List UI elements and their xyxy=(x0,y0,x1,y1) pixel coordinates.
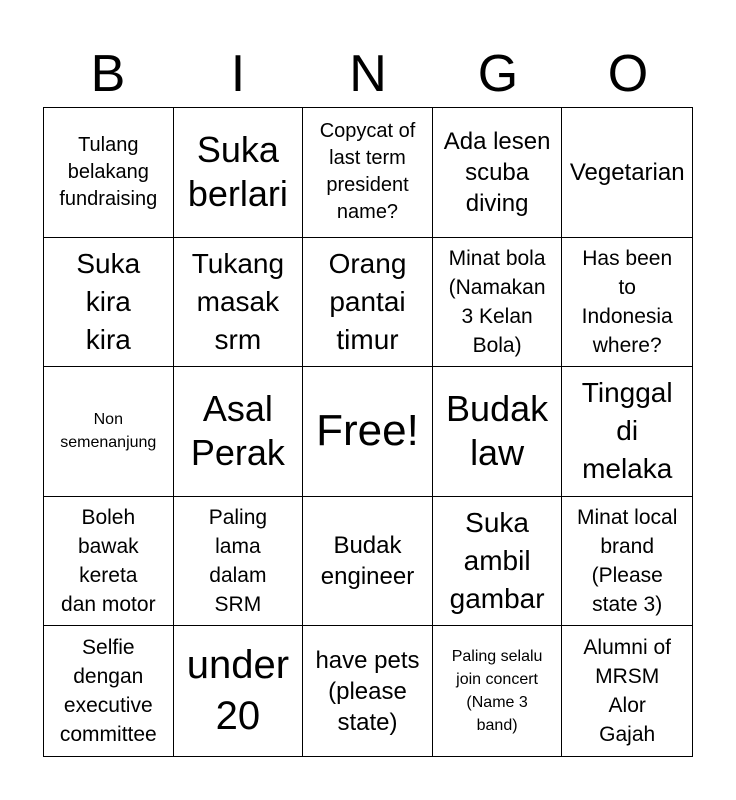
free-space-text: Free! xyxy=(316,406,419,456)
header-letter-b: B xyxy=(90,45,126,103)
bingo-header xyxy=(43,42,693,106)
cell-text: Tinggal di melaka xyxy=(581,377,673,485)
bingo-cell-r4c3[interactable] xyxy=(303,497,433,627)
cell-text: Asal Perak xyxy=(190,388,285,474)
bingo-cell-free[interactable] xyxy=(303,367,433,497)
cell-text: Orang pantai timur xyxy=(328,247,407,355)
cell-text: Paling selalu join concert (Name 3 band) xyxy=(451,648,543,735)
bingo-cell-r5c4[interactable] xyxy=(433,626,563,756)
cell-text: Minat local brand (Please state 3) xyxy=(577,506,678,617)
cell-text: Suka kira kira xyxy=(76,247,141,355)
bingo-cell-r2c2[interactable] xyxy=(174,238,304,368)
cell-text: Paling lama dalam SRM xyxy=(208,506,268,617)
cell-text: Suka ambil gambar xyxy=(449,507,545,615)
bingo-cell-r1c4[interactable] xyxy=(433,108,563,238)
cell-text: Non semenanjung xyxy=(60,411,157,452)
cell-text: Minat bola (Namakan 3 Kelan Bola) xyxy=(448,246,546,357)
cell-text: Budak law xyxy=(446,388,549,474)
bingo-cell-r4c1[interactable] xyxy=(44,497,174,627)
bingo-cell-r2c1[interactable] xyxy=(44,238,174,368)
bingo-cell-r4c2[interactable] xyxy=(174,497,304,627)
cell-text: Budak engineer xyxy=(320,532,415,591)
cell-text: under 20 xyxy=(186,643,290,739)
bingo-cell-r5c5[interactable] xyxy=(562,626,692,756)
cell-text: Has been to Indonesia where? xyxy=(581,246,673,357)
bingo-cell-r1c5[interactable] xyxy=(562,108,692,238)
bingo-cell-r2c4[interactable] xyxy=(433,238,563,368)
cell-text: Vegetarian xyxy=(569,158,685,186)
cell-text: Tulang belakang fundraising xyxy=(59,133,158,210)
bingo-cell-r3c5[interactable] xyxy=(562,367,692,497)
cell-text: Copycat of last term president name? xyxy=(319,120,416,224)
cell-text: Ada lesen scuba diving xyxy=(443,127,551,217)
bingo-cell-r3c4[interactable] xyxy=(433,367,563,497)
bingo-cell-r5c2[interactable] xyxy=(174,626,304,756)
cell-text: have pets (please state) xyxy=(315,646,420,736)
header-letter-i: I xyxy=(230,45,246,103)
bingo-cell-r4c4[interactable] xyxy=(433,497,563,627)
header-letter-n: N xyxy=(349,45,387,103)
bingo-cell-r5c1[interactable] xyxy=(44,626,174,756)
bingo-board xyxy=(43,107,693,757)
cell-text: Alumni of MRSM Alor Gajah xyxy=(583,636,671,747)
bingo-cell-r2c5[interactable] xyxy=(562,238,692,368)
header-letter-o: O xyxy=(607,45,649,103)
bingo-cell-r3c1[interactable] xyxy=(44,367,174,497)
bingo-cell-r1c3[interactable] xyxy=(303,108,433,238)
cell-text: Suka berlari xyxy=(187,129,288,215)
bingo-cell-r1c2[interactable] xyxy=(174,108,304,238)
cell-text: Tukang masak srm xyxy=(191,247,285,355)
bingo-cell-r1c1[interactable] xyxy=(44,108,174,238)
header-letter-g: G xyxy=(477,45,519,103)
bingo-cell-r5c3[interactable] xyxy=(303,626,433,756)
cell-text: Selfie dengan executive committee xyxy=(59,636,157,747)
bingo-cell-r2c3[interactable] xyxy=(303,238,433,368)
bingo-cell-r4c5[interactable] xyxy=(562,497,692,627)
bingo-cell-r3c2[interactable] xyxy=(174,367,304,497)
cell-text: Boleh bawak kereta dan motor xyxy=(61,506,156,617)
